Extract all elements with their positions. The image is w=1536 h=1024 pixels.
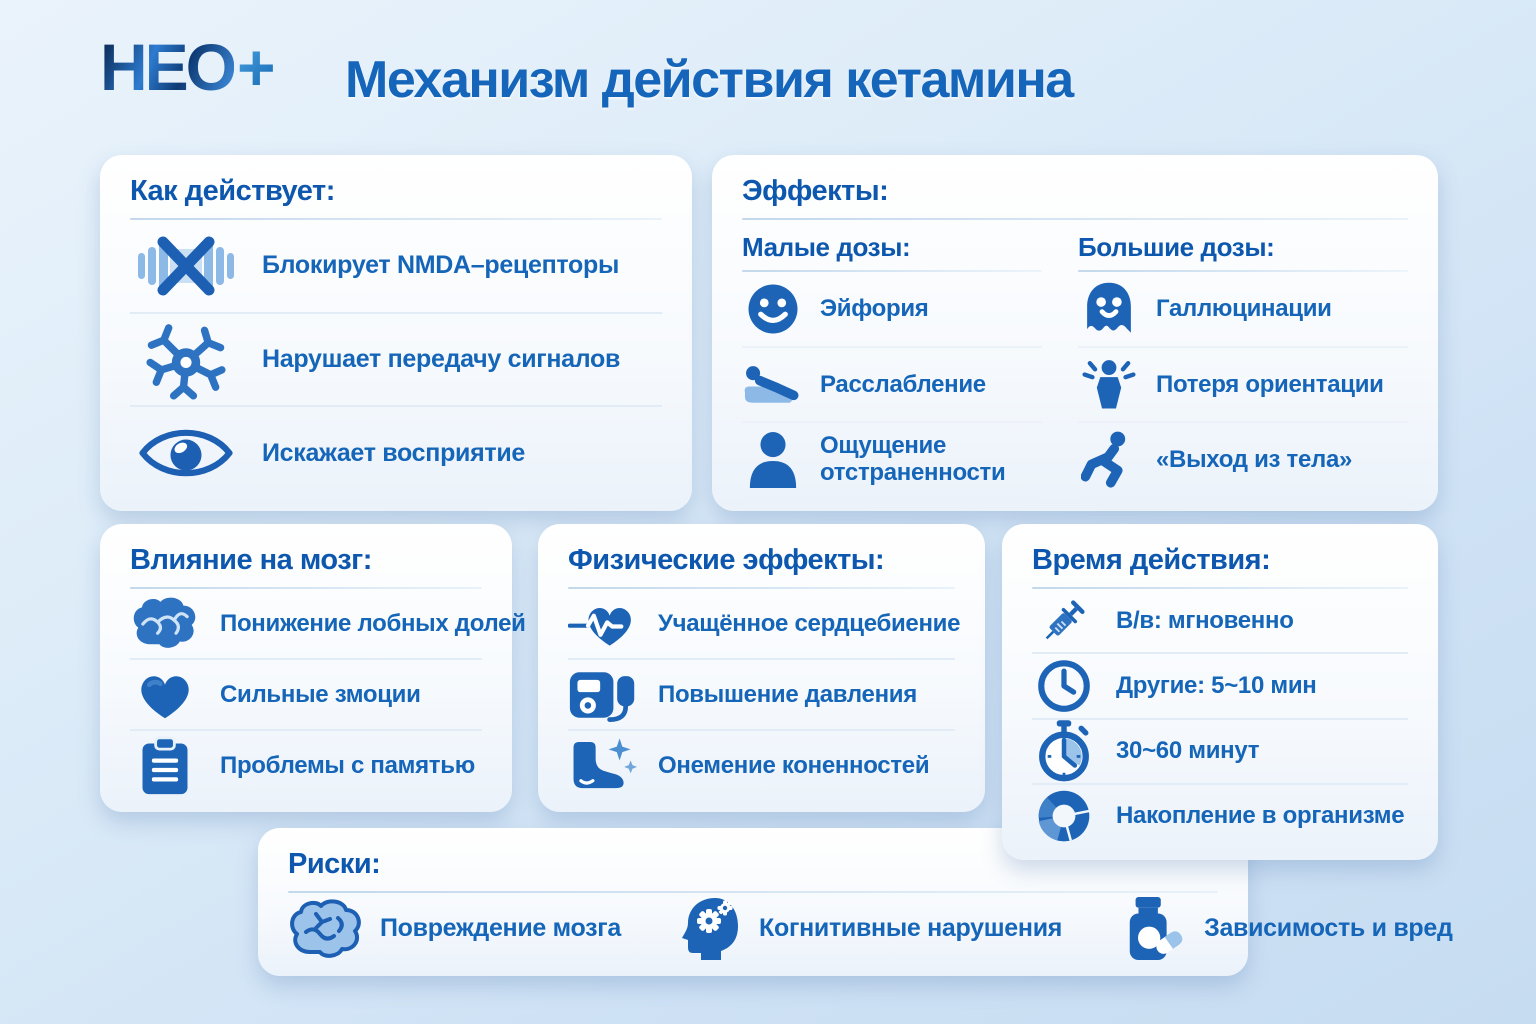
pill-bottle-icon [1120, 897, 1188, 961]
card-brain-impact [100, 524, 526, 812]
neuron-icon [130, 318, 242, 402]
heart-icon [130, 668, 200, 722]
list-item [742, 423, 1042, 499]
list-item [1032, 589, 1408, 654]
list-item [742, 272, 1042, 348]
card-brain-impact-title: Влияние на мозг: [130, 544, 372, 576]
syringe-icon [1032, 591, 1096, 651]
list-item [130, 314, 662, 408]
list-item-label: Другие: 5~10 мин [1116, 671, 1317, 699]
damaged-brain-icon [288, 898, 364, 960]
list-item [679, 896, 1062, 962]
list-item [288, 898, 621, 960]
head-gears-icon [679, 896, 743, 962]
list-item [568, 589, 961, 660]
list-item-label: Ощущение отстраненности [820, 432, 1006, 487]
page-title: Механизм действия кетамина [345, 51, 1073, 109]
list-item [130, 731, 482, 800]
list-item-label: Повышение давления [658, 680, 917, 708]
list-item [1120, 897, 1452, 961]
list-item-label: Искажает восприятие [262, 438, 526, 467]
brand-logo [100, 30, 273, 104]
eye-icon [130, 423, 242, 483]
stopwatch-icon [1032, 720, 1096, 782]
list-item-label: Понижение лобных долей [220, 609, 526, 637]
list-item [1032, 654, 1408, 719]
floating-person-icon [1078, 431, 1140, 489]
card-physical-effects [538, 524, 985, 812]
list-item-label: Накопление в организме [1116, 802, 1405, 830]
card-effects-title: Эффекты: [742, 175, 889, 207]
list-item-label: 30~60 минут [1116, 737, 1260, 765]
small-doses-title: Малые дозы: [742, 232, 911, 262]
brand-logo-plus-icon: + [237, 30, 273, 104]
numb-foot-icon [568, 736, 638, 796]
list-item-label: Сильные змоции [220, 680, 421, 708]
list-item [130, 407, 662, 499]
list-item [742, 348, 1042, 424]
disoriented-person-icon [1078, 358, 1140, 412]
donut-chart-icon [1032, 789, 1096, 843]
list-item-label: Потеря ориентации [1156, 370, 1384, 398]
list-item [568, 731, 955, 800]
effects-small-doses-column [742, 232, 1042, 499]
list-item [1078, 348, 1408, 424]
large-doses-title: Большие дозы: [1078, 232, 1275, 262]
list-item-label: В/в: мгновенно [1116, 606, 1294, 634]
list-item-label: Нарушает передачу сигналов [262, 345, 621, 373]
smiley-face-icon [742, 281, 804, 337]
list-item [1078, 272, 1408, 348]
heart-pulse-icon [568, 595, 638, 653]
list-item-label: «Выход из тела» [1156, 446, 1353, 474]
list-item-label: Онемение коненностей [658, 751, 930, 779]
card-how-it-works [100, 155, 692, 511]
list-item-label: Расслабление [820, 370, 986, 398]
list-item-label: Галлюцинации [1156, 294, 1332, 322]
reclining-person-icon [742, 361, 804, 409]
nmda-receptor-blocked-icon [130, 233, 242, 299]
effects-large-doses-column [1078, 232, 1408, 499]
list-item [130, 589, 526, 660]
list-item-label: Блокирует NMDA–рецепторы [262, 251, 619, 280]
brain-icon [130, 596, 200, 652]
list-item-label: Эйфория [820, 294, 929, 322]
list-item [1032, 720, 1408, 785]
list-item [1078, 423, 1408, 499]
card-risks-title: Риски: [288, 848, 381, 880]
card-how-it-works-title: Как действует: [130, 175, 335, 207]
list-item [568, 660, 955, 731]
list-item-label: Повреждение мозга [380, 914, 622, 942]
list-item-label: Когнитивные нарушения [759, 914, 1063, 942]
clipboard-icon [130, 736, 200, 796]
list-item-label: Учащённое сердцебиение [658, 609, 961, 637]
list-item [130, 220, 662, 314]
list-item-label: Проблемы с памятью [220, 751, 475, 779]
card-duration-title: Время действия: [1032, 544, 1271, 576]
blood-pressure-icon [568, 664, 638, 726]
brand-logo-text: НЕО [100, 30, 235, 104]
ghost-icon [1078, 280, 1140, 338]
card-effects [712, 155, 1438, 511]
list-item-label: Зависимость и вред [1204, 914, 1453, 942]
person-bust-icon [742, 430, 804, 490]
list-item [1032, 785, 1408, 848]
card-duration [1002, 524, 1438, 860]
card-physical-effects-title: Физические эффекты: [568, 544, 885, 576]
clock-icon [1032, 658, 1096, 714]
list-item [130, 660, 482, 731]
